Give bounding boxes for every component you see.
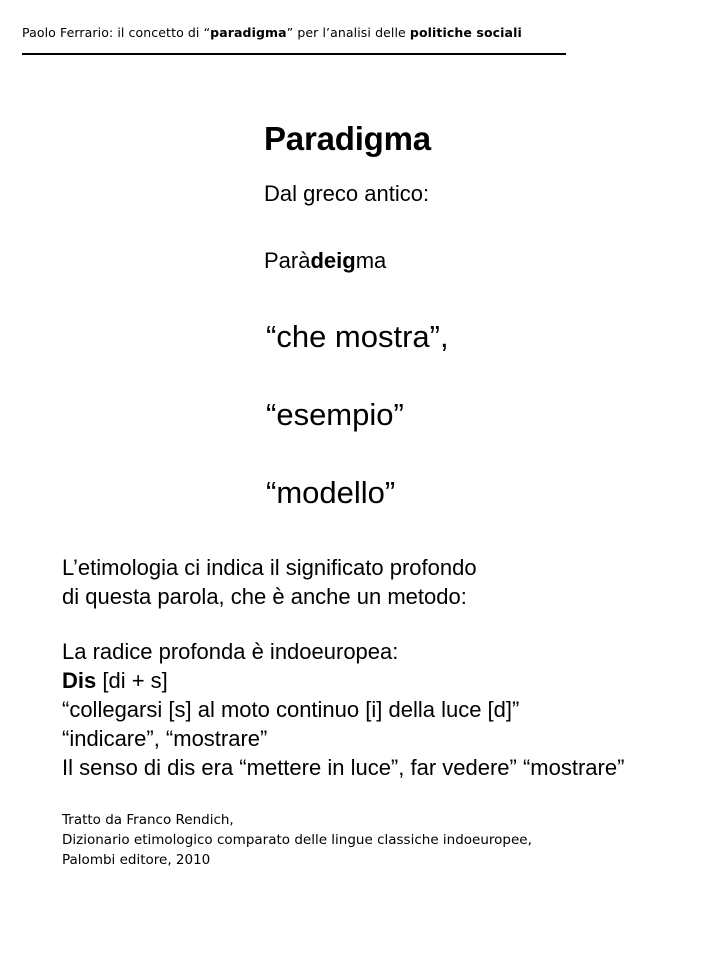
- page-title: Paradigma: [264, 120, 431, 157]
- meaning-che-mostra: “che mostra”,: [266, 319, 449, 354]
- greek-word-prefix: Parà: [264, 248, 311, 273]
- greek-word-stem-bold: deig: [310, 248, 356, 273]
- explanation-line-2: di questa parola, che è anche un metodo:: [62, 584, 467, 609]
- greek-word: [264, 247, 684, 274]
- greek-word-suffix: ma: [355, 248, 387, 273]
- header-middle: ” per l’analisi delle: [286, 25, 410, 40]
- explanation-line-1: L’etimologia ci indica il significato profondo: [62, 555, 477, 580]
- header-bold-paradigma: paradigma: [210, 25, 287, 40]
- meaning-modello: “modello”: [266, 475, 396, 510]
- citation-author: Tratto da Franco Rendich,: [62, 812, 234, 828]
- paragraph-spacer: [62, 611, 712, 637]
- root-dis-line: [62, 666, 712, 695]
- root-gloss-line-3: Il senso di dis era “mettere in luce”, far vedere” “mostrare”: [62, 755, 625, 780]
- header-title-text: [22, 25, 582, 41]
- root-gloss-line-2: “indicare”, “mostrare”: [62, 726, 268, 751]
- header-divider-rule: [22, 53, 566, 55]
- header-bold-politiche-sociali: politiche sociali: [409, 25, 522, 40]
- root-dis-components: [di + s]: [96, 668, 168, 693]
- citation-work: Dizionario etimologico comparato delle lingue classiche indoeuropee,: [62, 832, 532, 848]
- greek-origin-label: Dal greco antico:: [264, 181, 430, 206]
- root-dis-bold: Dis: [62, 668, 97, 693]
- header-prefix: Paolo Ferrario: il concetto di “: [22, 25, 211, 40]
- source-citation: [62, 810, 682, 870]
- meaning-esempio: “esempio”: [266, 397, 404, 432]
- etymology-explanation-block: [62, 553, 712, 782]
- paradigm-definition-block: [264, 120, 684, 511]
- slide-header: [22, 25, 582, 41]
- root-gloss-line-1: “collegarsi [s] al moto continuo [i] della luce [d]”: [62, 697, 520, 722]
- root-intro-line: La radice profonda è indoeuropea:: [62, 639, 399, 664]
- citation-publisher: Palombi editore, 2010: [62, 852, 211, 868]
